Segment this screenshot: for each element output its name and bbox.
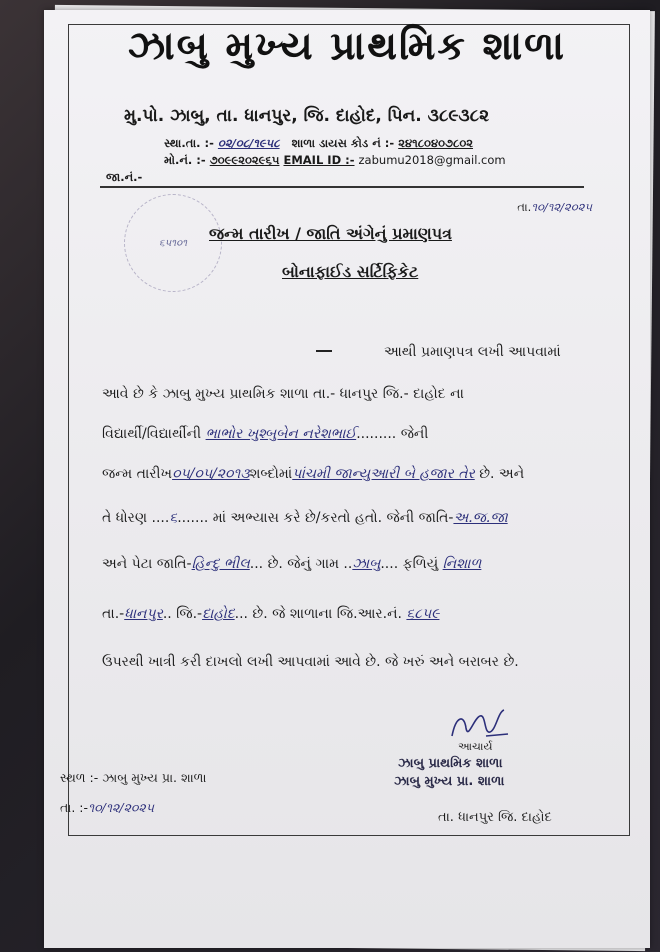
district-value: દાહોદ [202, 606, 235, 622]
faded-seal [124, 194, 222, 292]
body-line-3 [102, 426, 428, 442]
place-label: સ્થળ :- [60, 770, 99, 785]
faliyu-value: નિશાળ [442, 556, 482, 572]
standard-suffix: ....... માં અભ્યાસ કરે છે/કરતો હતો. જેની જાતિ- [177, 510, 454, 526]
seal-number: ૬૫૧૦૧ [159, 237, 187, 249]
body-line-2: આવે છે કે ઝાબુ મુખ્ય પ્રાથમિક શાળા તા.- ધાનપુર જિ.- દાહોદ ના [102, 386, 464, 402]
mobile-label: મો.નં. :- [164, 153, 206, 167]
est-label: સ્થા.તા. :- [164, 136, 214, 150]
place-value: ઝાબુ મુખ્ય પ્રા. શાળા [102, 770, 207, 785]
certificate-heading: જન્મ તારીખ / જાતિ અંગેનું પ્રમાણપત્ર [209, 224, 452, 243]
district-label: .. જિ.- [162, 606, 203, 622]
words-label: શબ્દોમાં [249, 466, 293, 482]
subcaste-value: હિન્દુ ભીલ [191, 556, 250, 572]
school-address: મુ.પો. ઝાબુ, તા. ધાનપુર, જિ. દાહોદ, પિન. ૩૮૯૩૮૨ [124, 106, 490, 126]
issue-date [517, 200, 592, 215]
contact-info [164, 153, 506, 168]
email-address: zabumu2018@gmail.com [358, 153, 506, 167]
student-label: વિદ્યાર્થી/વિદ્યાર્થીની [102, 426, 202, 442]
header-divider [100, 186, 584, 188]
birth-suffix: છે. અને [479, 466, 525, 482]
signature-block [388, 706, 588, 826]
school-name: ઝાબુ મુખ્ય પ્રાથમિક શાળા [127, 24, 567, 69]
village-value: ઝાબુ [352, 556, 381, 572]
taluka-value: ધાનપુર [124, 606, 163, 622]
est-date: ૦૨/૦૮/૧૯૫૮ [217, 136, 280, 150]
mobile-number: ૭૦૯૯૨૦૨૯૬૫ [209, 153, 280, 167]
body-line-7 [102, 606, 439, 622]
issue-date-label: તા. [517, 200, 532, 214]
dise-code: ૨૪૧૮૦૪૦૭૮૦૨ [398, 136, 474, 150]
stamp-line-1: ઝાબુ પ્રાથમિક શાળા [398, 756, 503, 771]
taluka-label: તા.- [102, 606, 125, 622]
village-label: ... છે. જેનું ગામ .. [249, 556, 353, 572]
birth-date-words: પાંચમી જાન્યુઆરી બે હજાર તેર [292, 466, 475, 482]
gr-number: ૬૮૫૯ [406, 606, 440, 622]
body-line-5 [102, 510, 508, 526]
certificate-subheading: બોનાફાઈડ સર્ટિફિકેટ [282, 262, 419, 281]
dash-mark [316, 350, 332, 352]
birth-label: જન્મ તારીખ [102, 466, 173, 482]
principal-title: આચાર્ય [458, 740, 493, 753]
issue-date-value: ૧૦/૧૨/૨૦૨૫ [531, 200, 592, 214]
stamp-line-2: ઝાબુ મુખ્ય પ્રા. શાળા [394, 774, 505, 789]
body-line-6 [102, 556, 481, 572]
student-suffix: ......... જેની [356, 426, 429, 442]
student-name: ભાભોર ખુશ્બુબેન નરેશભાઈ [205, 426, 357, 442]
standard-label: તે ધોરણ .... [102, 510, 170, 526]
gr-label: ... છે. જે શાળાના જિ.આર.નં. [234, 606, 402, 622]
footer-date-label: તા. :- [60, 800, 89, 815]
body-line-4 [102, 466, 524, 482]
caste-value: અ.જ.જા [453, 510, 508, 526]
body-line-8: ઉપરથી ખાત્રી કરી દાખલો લખી આપવામાં આવે છે. જે ખરું અને બરાબર છે. [102, 654, 519, 670]
standard-value: ૬ [169, 510, 178, 526]
subcaste-label: અને પેટા જાતિ- [102, 556, 192, 572]
signature-place: તા. ધાનપુર જિ. દાહોદ [438, 810, 552, 825]
dise-label: શાળા ડાયસ કોડ નં :- [291, 136, 395, 150]
footer-place [60, 770, 206, 786]
footer-date-value: ૧૦/૧૨/૨૦૨૫ [88, 800, 154, 815]
ref-number-label: જા.નં.- [106, 170, 143, 184]
birth-date: ૦૫/૦૫/૨૦૧૩ [172, 466, 250, 482]
email-label: EMAIL ID :- [283, 153, 355, 167]
certificate-page [44, 10, 650, 948]
faliyu-label: .... ફળિયું [380, 556, 439, 572]
footer-date [60, 800, 154, 816]
establishment-info [164, 136, 473, 151]
body-line-1: આથી પ્રમાણપત્ર લખી આપવામાં [384, 344, 561, 360]
